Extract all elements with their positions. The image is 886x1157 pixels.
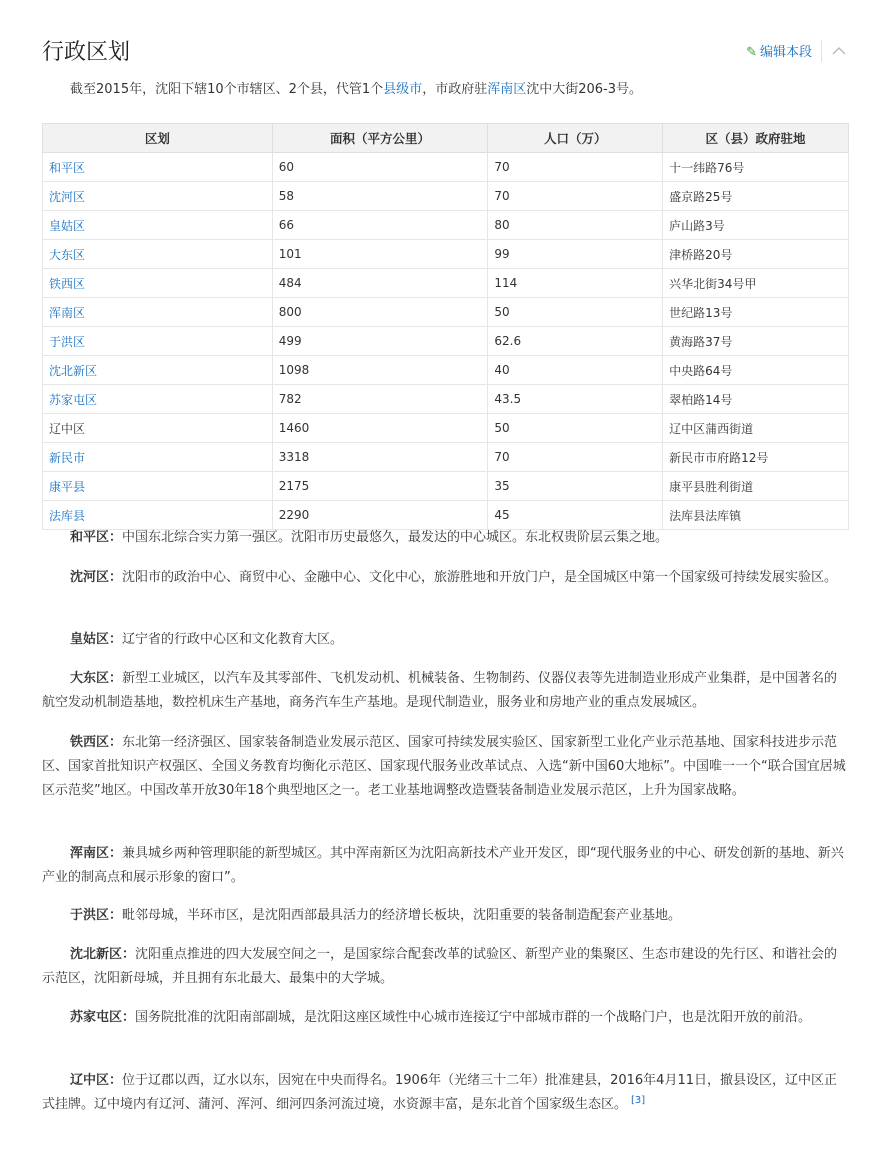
population-cell: 70 xyxy=(488,443,663,472)
header-area: 面积（平方公里） xyxy=(272,124,488,153)
table-row xyxy=(43,153,849,182)
seat-cell: 法库县法库镇 xyxy=(663,501,849,530)
district-name: 辽中区 xyxy=(43,414,273,443)
description-term: 沈北新区： xyxy=(70,947,136,962)
pencil-icon: ✎ xyxy=(746,45,757,60)
table-row xyxy=(43,240,849,269)
description-text: 新型工业城区，以汽车及其零部件、飞机发动机、机械装备、生物制药、仪器仪表等先进制造业形成产业集群，是中国著名的航空发动机制造基地，数控机床生产基地，商务汽车生产基地。是现代制造业，服务业和房地产业的重点发展城区。 xyxy=(42,671,838,710)
description-text: 兼具城乡两种管理职能的新型城区。其中浑南新区为沈阳高新技术产业开发区，即“现代服务业的中心、研发创新的基地、新兴产业的制高点和展示形象的窗口”。 xyxy=(42,846,844,885)
population-cell: 43.5 xyxy=(488,385,663,414)
division-table xyxy=(42,123,849,530)
edit-section-label: 编辑本段 xyxy=(759,45,812,60)
district-link[interactable]: 铁西区 xyxy=(43,269,273,298)
intro-text-2: ，市政府驻 xyxy=(422,82,488,97)
seat-cell: 辽中区蒲西街道 xyxy=(663,414,849,443)
seat-cell: 中央路64号 xyxy=(663,356,849,385)
intro-text-3: 沈中大街206-3号。 xyxy=(526,82,642,97)
header-population: 人口（万） xyxy=(488,124,663,153)
seat-cell: 十一纬路76号 xyxy=(663,153,849,182)
area-cell: 58 xyxy=(272,182,488,211)
area-cell: 3318 xyxy=(272,443,488,472)
district-link[interactable]: 沈河区 xyxy=(43,182,273,211)
description-text: 国务院批准的沈阳南部副城，是沈阳这座区域性中心城市连接辽宁中部城市群的一个战略门户，也是沈阳开放的前沿。 xyxy=(135,1010,812,1025)
population-cell: 50 xyxy=(488,298,663,327)
district-link[interactable]: 和平区 xyxy=(43,153,273,182)
description-text: 辽宁省的行政中心区和文化教育大区。 xyxy=(122,632,344,647)
header-divider xyxy=(821,40,822,62)
area-cell: 101 xyxy=(272,240,488,269)
population-cell: 50 xyxy=(488,414,663,443)
area-cell: 2175 xyxy=(272,472,488,501)
population-cell: 40 xyxy=(488,356,663,385)
district-link[interactable]: 法库县 xyxy=(43,501,273,530)
table-row xyxy=(43,182,849,211)
description-text: 沈阳市的政治中心、商贸中心、金融中心、文化中心，旅游胜地和开放门户，是全国城区中第一个国家级可持续发展实验区。 xyxy=(122,570,838,585)
description-term: 铁西区： xyxy=(70,735,123,750)
table-header-row xyxy=(43,124,849,153)
description-term: 大东区： xyxy=(70,671,123,686)
population-cell: 99 xyxy=(488,240,663,269)
description-term: 于洪区： xyxy=(70,908,123,923)
seat-cell: 津桥路20号 xyxy=(663,240,849,269)
population-cell: 62.6 xyxy=(488,327,663,356)
seat-cell: 盛京路25号 xyxy=(663,182,849,211)
area-cell: 499 xyxy=(272,327,488,356)
citation-link[interactable]: [3] xyxy=(631,1094,646,1106)
seat-cell: 世纪路13号 xyxy=(663,298,849,327)
district-link[interactable]: 苏家屯区 xyxy=(43,385,273,414)
description-term: 沈河区： xyxy=(70,570,123,585)
table-row xyxy=(43,327,849,356)
population-cell: 114 xyxy=(488,269,663,298)
area-cell: 484 xyxy=(272,269,488,298)
section-title: 行政区划 xyxy=(42,40,131,65)
seat-cell: 兴华北街34号甲 xyxy=(663,269,849,298)
district-link[interactable]: 大东区 xyxy=(43,240,273,269)
district-description xyxy=(42,731,848,803)
district-description xyxy=(42,943,848,991)
seat-cell: 新民市市府路12号 xyxy=(663,443,849,472)
description-term: 和平区： xyxy=(70,530,123,545)
intro-paragraph xyxy=(42,78,850,102)
district-description xyxy=(42,667,848,715)
seat-cell: 翠柏路14号 xyxy=(663,385,849,414)
table-row xyxy=(43,414,849,443)
table-row xyxy=(43,211,849,240)
population-cell: 80 xyxy=(488,211,663,240)
table-row xyxy=(43,443,849,472)
area-cell: 60 xyxy=(272,153,488,182)
population-cell: 70 xyxy=(488,153,663,182)
table-row xyxy=(43,298,849,327)
district-description xyxy=(42,526,848,550)
description-text: 毗邻母城，半环市区，是沈阳西部最具活力的经济增长板块，沈阳重要的装备制造配套产业基地。 xyxy=(122,908,682,923)
area-cell: 800 xyxy=(272,298,488,327)
population-cell: 45 xyxy=(488,501,663,530)
edit-section-button[interactable] xyxy=(746,43,812,63)
seat-cell: 庐山路3号 xyxy=(663,211,849,240)
area-cell: 1098 xyxy=(272,356,488,385)
description-term: 苏家屯区： xyxy=(70,1010,136,1025)
header-seat: 区（县）政府驻地 xyxy=(663,124,849,153)
table-row xyxy=(43,356,849,385)
district-link[interactable]: 浑南区 xyxy=(43,298,273,327)
table-row xyxy=(43,269,849,298)
district-description xyxy=(42,904,848,928)
table-row xyxy=(43,385,849,414)
district-description xyxy=(42,1006,848,1030)
district-description xyxy=(42,566,848,590)
header-division: 区划 xyxy=(43,124,273,153)
description-text: 沈阳重点推进的四大发展空间之一，是国家综合配套改革的试验区、新型产业的集聚区、生态市建设的先行区、和谐社会的示范区，沈阳新母城，并且拥有东北最大、最集中的大学城。 xyxy=(42,947,838,986)
population-cell: 35 xyxy=(488,472,663,501)
description-text: 位于辽郡以西，辽水以东，因宛在中央而得名。1906年（光绪三十二年）批准建县，2016年4月11日，撤县设区，辽中区正式挂牌。辽中境内有辽河、蒲河、浑河、细河四条河流过境，水资源丰富，是东北首个国家级生态区。 xyxy=(42,1073,837,1112)
seat-cell: 黄海路37号 xyxy=(663,327,849,356)
district-description xyxy=(42,1069,848,1117)
description-term: 辽中区： xyxy=(70,1073,123,1088)
district-link[interactable]: 皇姑区 xyxy=(43,211,273,240)
description-text: 中国东北综合实力第一强区。沈阳市历史最悠久，最发达的中心城区。东北权贵阶层云集之地。 xyxy=(122,530,669,545)
county-city-link[interactable]: 县级市 xyxy=(383,82,423,97)
district-description xyxy=(42,628,848,652)
description-term: 浑南区： xyxy=(70,846,123,861)
section-header xyxy=(42,36,850,70)
description-term: 皇姑区： xyxy=(70,632,123,647)
area-cell: 1460 xyxy=(272,414,488,443)
area-cell: 782 xyxy=(272,385,488,414)
district-link[interactable]: 于洪区 xyxy=(43,327,273,356)
chevron-up-icon xyxy=(830,42,848,60)
intro-text-1: 截至2015年，沈阳下辖10个市辖区、2个县，代管1个 xyxy=(70,82,384,97)
table-row xyxy=(43,472,849,501)
district-description xyxy=(42,842,848,890)
description-text: 东北第一经济强区、国家装备制造业发展示范区、国家可持续发展实验区、国家新型工业化产业示范基地、国家科技进步示范区、国家首批知识产权强区、全国义务教育均衡化示范区、国家现代服务业改革试点、入选“新中国60大地标”。中国唯一一个“联合国宜居城区示范奖”地区。中国改革开放30年18个典型地区之一。老工业基地调整改造暨装备制造业发展示范区，上升为国家战略。 xyxy=(42,735,846,798)
hunnan-link[interactable]: 浑南区 xyxy=(487,82,527,97)
population-cell: 70 xyxy=(488,182,663,211)
district-link[interactable]: 新民市 xyxy=(43,443,273,472)
collapse-button[interactable] xyxy=(830,42,848,60)
seat-cell: 康平县胜利街道 xyxy=(663,472,849,501)
area-cell: 2290 xyxy=(272,501,488,530)
district-link[interactable]: 康平县 xyxy=(43,472,273,501)
district-link[interactable]: 沈北新区 xyxy=(43,356,273,385)
area-cell: 66 xyxy=(272,211,488,240)
